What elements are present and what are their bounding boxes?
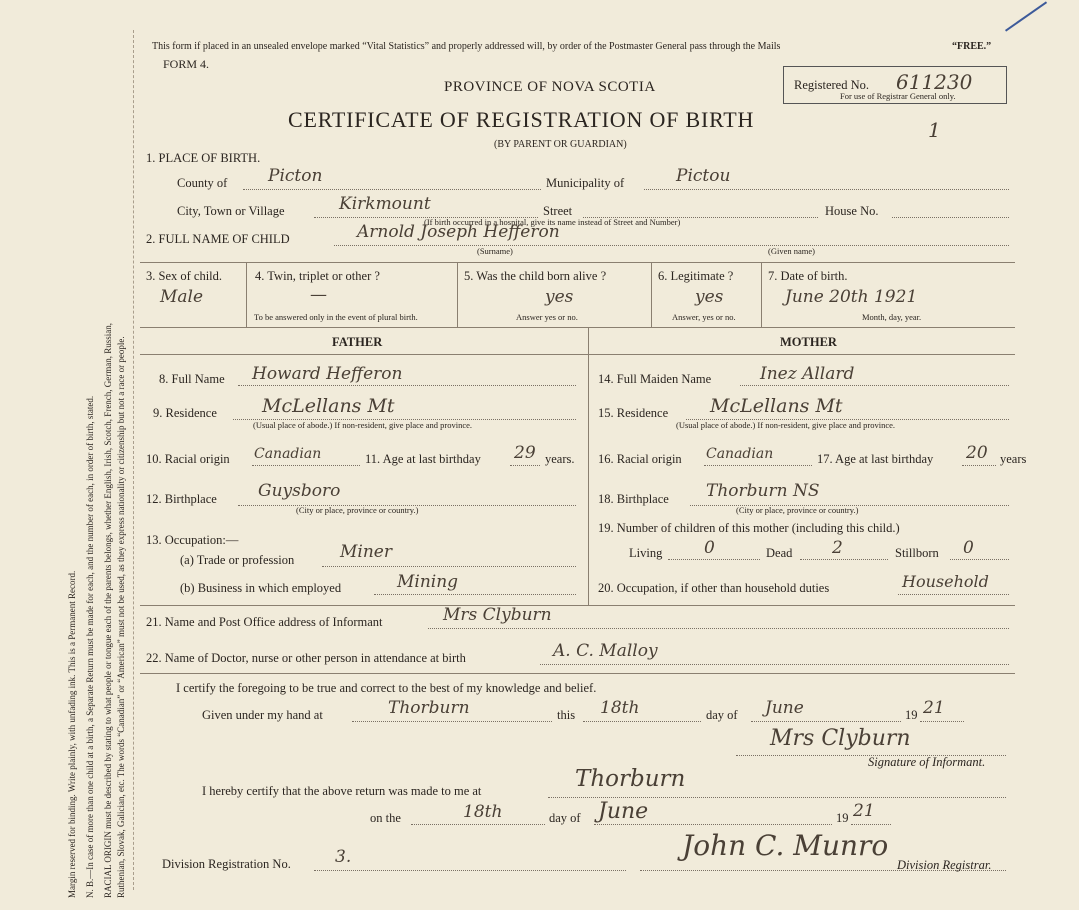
father-years-label: years. — [545, 452, 575, 466]
alive-value: yes — [545, 287, 574, 307]
row3-divider-2 — [457, 262, 458, 327]
mother-name-label: 14. Full Maiden Name — [598, 372, 712, 386]
house-label: House No. — [825, 204, 879, 218]
check-mark — [1005, 1, 1047, 31]
mother-occupation-label: 20. Occupation, if other than household duties — [598, 581, 830, 595]
father-occupation-label: 13. Occupation:— — [146, 533, 239, 547]
parents-header-border — [140, 354, 1015, 355]
municipality-label: Municipality of — [546, 176, 625, 190]
mother-occupation-line — [898, 594, 1009, 595]
certify-top-border — [140, 673, 1015, 674]
birth-date-value: June 20th 1921 — [785, 287, 918, 307]
surname-note: (Surname) — [477, 246, 513, 256]
certify-year-prefix: 19 — [905, 708, 918, 722]
birth-date-label: 7. Date of birth. — [768, 269, 848, 283]
twin-label: 4. Twin, triplet or other ? — [255, 269, 380, 283]
mother-years-label: years — [1000, 452, 1027, 466]
mother-heading: MOTHER — [780, 335, 837, 349]
certify-day-line — [583, 721, 701, 722]
municipality-value: Pictou — [676, 166, 731, 186]
registrar-place-value: Thorburn — [575, 766, 686, 792]
certify-day-value: 18th — [600, 698, 640, 718]
mother-birthplace-note: (City or place, province or country.) — [736, 505, 859, 515]
business-label: (b) Business in which employed — [180, 581, 342, 595]
registrar-day-line — [411, 824, 545, 825]
informant-signature: Mrs Clyburn — [770, 726, 911, 751]
informant-line — [428, 628, 1009, 629]
certify-year-value: 21 — [923, 698, 945, 718]
mother-age-value: 20 — [966, 443, 988, 463]
parents-bottom-border — [140, 605, 1015, 606]
mailing-free: “FREE.” — [952, 41, 992, 52]
certificate-subtitle: (BY PARENT OR GUARDIAN) — [494, 139, 627, 150]
this-label: this — [557, 708, 576, 722]
registrar-year-value: 21 — [853, 801, 875, 821]
given-place-line — [352, 721, 552, 722]
father-name-line — [238, 385, 576, 386]
dead-value: 2 — [832, 538, 843, 558]
form-number: FORM 4. — [163, 57, 210, 71]
mother-age-label: 17. Age at last birthday — [817, 452, 934, 466]
registrar-dayof-label: day of — [549, 811, 581, 825]
child-name-line — [334, 245, 1009, 246]
division-line — [314, 870, 626, 871]
mother-birthplace-value: Thorburn NS — [706, 481, 820, 501]
alive-label: 5. Was the child born alive ? — [464, 269, 607, 283]
child-name-value: Arnold Joseph Hefferon — [357, 222, 560, 242]
certify-month-line — [751, 721, 901, 722]
registered-label: Registered No. — [794, 78, 869, 92]
mother-residence-label: 15. Residence — [598, 406, 669, 420]
binding-margin-line — [133, 30, 134, 890]
legitimate-label: 6. Legitimate ? — [658, 269, 734, 283]
father-residence-value: McLellans Mt — [262, 395, 395, 417]
twin-note: To be answered only in the event of plural birth. — [254, 312, 418, 322]
business-value: Mining — [397, 572, 459, 592]
father-birthplace-value: Guysboro — [258, 481, 341, 501]
registrar-year-line — [851, 824, 891, 825]
certify-year-line — [920, 721, 964, 722]
margin-note-4: Ruthenian, Slovak, Galician, etc. The words “Canadian” or “American” must not be used, as they express nationality or citizenship but not a race or people. — [116, 336, 126, 898]
registrar-year-prefix: 19 — [836, 811, 849, 825]
mother-name-line — [740, 385, 1009, 386]
legitimate-value: yes — [695, 287, 724, 307]
dead-line — [800, 559, 888, 560]
father-racial-line — [252, 465, 360, 466]
trade-label: (a) Trade or profession — [180, 553, 295, 567]
father-name-label: 8. Full Name — [159, 372, 225, 386]
mother-racial-line — [704, 465, 812, 466]
birth-date-note: Month, day, year. — [862, 312, 922, 322]
registered-note: For use of Registrar General only. — [840, 91, 956, 101]
child-name-label: 2. FULL NAME OF CHILD — [146, 232, 290, 246]
row3-divider-4 — [761, 262, 762, 327]
municipality-line — [644, 189, 1009, 190]
stillborn-line — [950, 559, 1009, 560]
sex-label: 3. Sex of child. — [146, 269, 223, 283]
division-label: Division Registration No. — [162, 857, 291, 871]
place-heading: 1. PLACE OF BIRTH. — [146, 151, 261, 165]
mother-name-value: Inez Allard — [760, 364, 855, 384]
mother-residence-note: (Usual place of abode.) If non-resident, give place and province. — [676, 420, 896, 430]
margin-note-2: N. B.—In case of more than one child at a birth, a Separate Return must be made for each, and the number of each, in order of birth, stated. — [85, 395, 95, 898]
street-label: Street — [543, 204, 573, 218]
given-place-value: Thorburn — [388, 698, 470, 718]
province-heading: PROVINCE OF NOVA SCOTIA — [444, 79, 656, 95]
given-name-note: (Given name) — [768, 246, 815, 256]
row3-bottom-border — [140, 327, 1015, 328]
mailing-note: This form if placed in an unsealed envelope marked “Vital Statistics” and properly addressed will, by order of the Postmaster General pass through the Mails — [152, 41, 781, 52]
registrar-on-label: on the — [370, 811, 401, 825]
row3-top-border — [140, 262, 1015, 263]
mother-age-line — [962, 465, 996, 466]
hospital-note: (If birth occurred in a hospital, give its name instead of Street and Number) — [424, 217, 681, 227]
county-line — [243, 189, 541, 190]
legitimate-note: Answer, yes or no. — [672, 312, 736, 322]
father-residence-label: 9. Residence — [153, 406, 217, 420]
given-under-label: Given under my hand at — [202, 708, 323, 722]
father-age-label: 11. Age at last birthday — [365, 452, 481, 466]
certify-month-value: June — [765, 698, 804, 718]
registrar-text: I hereby certify that the above return was made to me at — [202, 784, 482, 798]
mother-birthplace-label: 18. Birthplace — [598, 492, 669, 506]
registrar-month-value: June — [598, 799, 649, 824]
certificate-title: CERTIFICATE OF REGISTRATION OF BIRTH — [288, 107, 755, 132]
county-label: County of — [177, 176, 228, 190]
registrar-signature-label: Division Registrar. — [897, 858, 992, 872]
alive-note: Answer yes or no. — [516, 312, 578, 322]
living-label: Living — [629, 546, 663, 560]
sex-value: Male — [160, 287, 204, 307]
father-age-value: 29 — [514, 443, 536, 463]
certify-text: I certify the foregoing to be true and correct to the best of my knowledge and belief. — [176, 681, 597, 695]
registrar-month-line — [594, 824, 832, 825]
children-label: 19. Number of children of this mother (including this child.) — [598, 521, 900, 535]
father-birthplace-note: (City or place, province or country.) — [296, 505, 419, 515]
corner-mark: 1 — [928, 118, 941, 142]
margin-note-1: Margin reserved for binding. Write plainly, with unfading ink. This is a Permanent Record. — [67, 570, 77, 898]
margin-note-3: RACIAL ORIGIN must be described by stating to what people or tongue each of the parents belongs, whether English, Irish, Scotch, French, German, Russian, — [103, 322, 113, 898]
parents-divider — [588, 327, 589, 605]
registrar-place-line — [548, 797, 1006, 798]
registrar-signature: John C. Munro — [682, 829, 889, 862]
informant-label: 21. Name and Post Office address of Informant — [146, 615, 383, 629]
doctor-line — [540, 664, 1009, 665]
father-racial-value: Canadian — [254, 446, 322, 462]
twin-value: — — [310, 285, 327, 305]
father-age-line — [510, 465, 540, 466]
registered-box — [783, 66, 1007, 104]
mother-occupation-value: Household — [902, 572, 989, 591]
trade-value: Miner — [340, 542, 392, 562]
mother-racial-label: 16. Racial origin — [598, 452, 682, 466]
informant-signature-label: Signature of Informant. — [868, 755, 986, 769]
living-value: 0 — [704, 538, 715, 558]
division-value: 3. — [335, 847, 352, 867]
city-value: Kirkmount — [339, 194, 431, 214]
father-racial-label: 10. Racial origin — [146, 452, 230, 466]
father-birthplace-label: 12. Birthplace — [146, 492, 217, 506]
house-line — [892, 217, 1009, 218]
doctor-value: A. C. Malloy — [553, 641, 658, 661]
stillborn-value: 0 — [963, 538, 974, 558]
informant-value: Mrs Clyburn — [443, 605, 552, 625]
row3-divider-3 — [651, 262, 652, 327]
stillborn-label: Stillborn — [895, 546, 939, 560]
city-label: City, Town or Village — [177, 204, 285, 218]
trade-line — [322, 566, 576, 567]
business-line — [374, 594, 576, 595]
certify-dayof-label: day of — [706, 708, 738, 722]
doctor-label: 22. Name of Doctor, nurse or other person in attendance at birth — [146, 651, 466, 665]
mother-residence-value: McLellans Mt — [710, 395, 843, 417]
father-heading: FATHER — [332, 335, 383, 349]
father-residence-note: (Usual place of abode.) If non-resident, give place and province. — [253, 420, 473, 430]
mother-racial-value: Canadian — [706, 446, 774, 462]
living-line — [668, 559, 760, 560]
row3-divider-1 — [246, 262, 247, 327]
dead-label: Dead — [766, 546, 793, 560]
registered-number: 611230 — [896, 70, 973, 94]
registrar-day-value: 18th — [463, 802, 503, 822]
county-value: Picton — [268, 166, 323, 186]
father-name-value: Howard Hefferon — [252, 364, 403, 384]
